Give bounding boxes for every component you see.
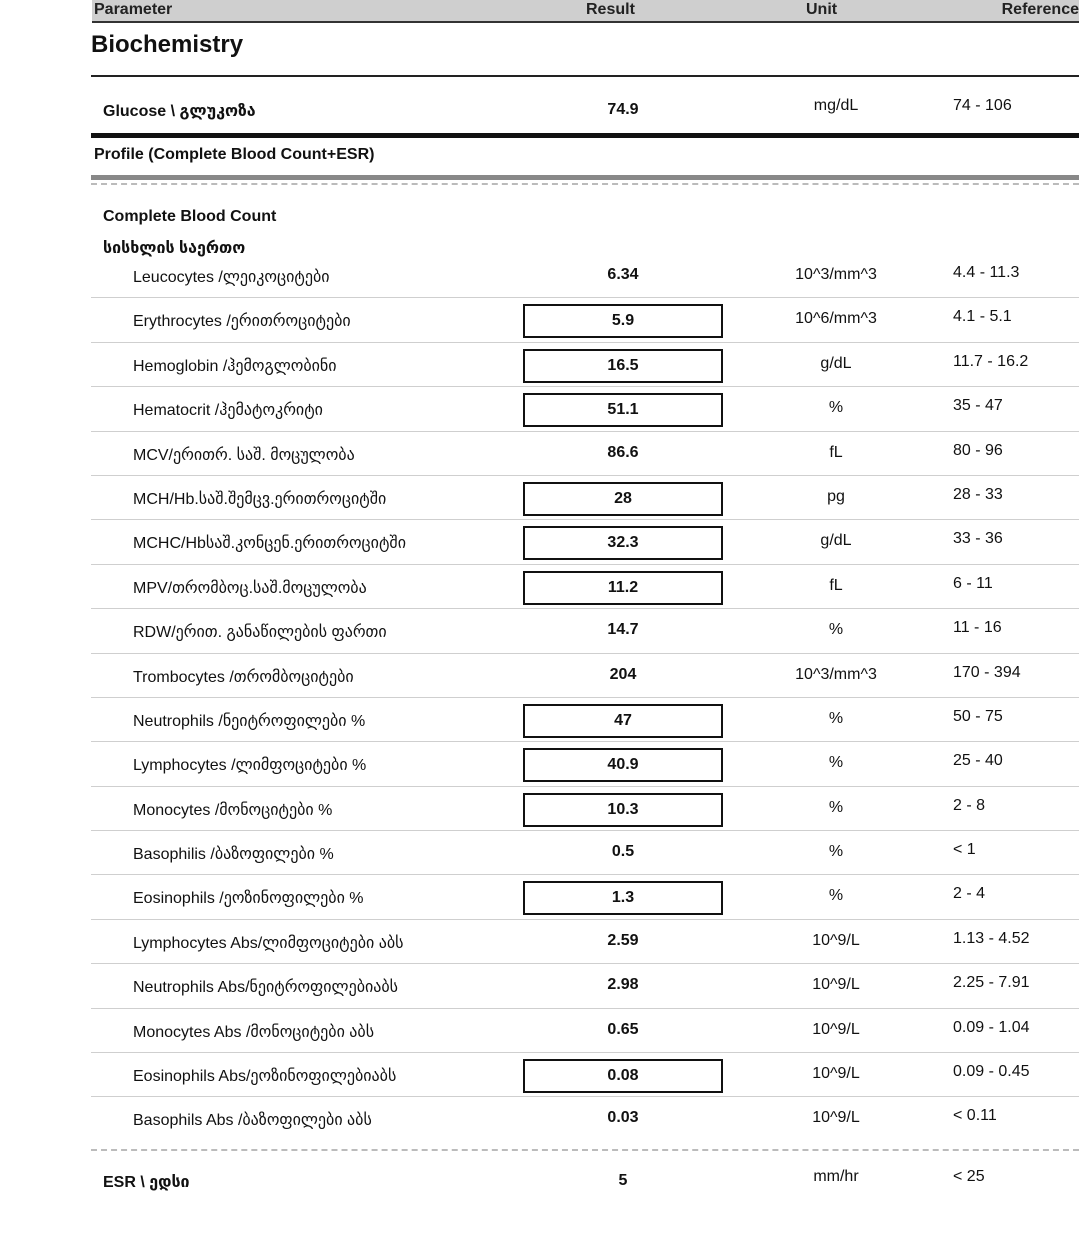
table-row xyxy=(91,698,1079,742)
table-row xyxy=(91,343,1079,387)
result-unit: 10^9/L xyxy=(812,1020,860,1038)
result-reference: 4.4 - 11.3 xyxy=(953,264,1020,281)
table-row xyxy=(91,254,1079,298)
result-value: 40.9 xyxy=(523,748,723,782)
table-row xyxy=(91,1097,1079,1140)
result-unit: 10^9/L xyxy=(812,931,860,949)
table-row xyxy=(91,1053,1079,1097)
result-unit: % xyxy=(828,887,844,905)
result-value: 204 xyxy=(609,665,637,683)
result-value: 86.6 xyxy=(607,443,639,461)
result-reference: 50 - 75 xyxy=(953,707,1003,725)
result-unit: % xyxy=(828,798,844,816)
result-reference: 1.13 - 4.52 xyxy=(953,929,1030,947)
result-unit: % xyxy=(828,754,844,772)
result-value: 51.1 xyxy=(523,393,723,427)
result-value: 11.2 xyxy=(523,571,723,605)
result-parameter: Basophils Abs /ბაზოფილები აბს xyxy=(133,1112,372,1130)
result-reference: 0.09 - 0.45 xyxy=(953,1063,1030,1081)
result-unit: 10^3/mm^3 xyxy=(795,665,877,683)
glucose-unit: mg/dL xyxy=(813,97,859,114)
glucose-reference: 74 - 106 xyxy=(953,97,1012,114)
table-row xyxy=(91,520,1079,564)
result-unit: g/dL xyxy=(820,354,852,372)
result-value: 0.65 xyxy=(607,1020,639,1038)
glucose-parameter: Glucose \ გლუკოზა xyxy=(103,103,256,120)
result-reference: < 0.11 xyxy=(953,1107,997,1125)
result-parameter: Monocytes /მონოციტები % xyxy=(133,801,333,819)
result-reference: 11 - 16 xyxy=(953,619,1002,637)
result-parameter: Lymphocytes /ლიმფოციტები % xyxy=(133,757,367,775)
result-parameter: MPV/თრომბოც.საშ.მოცულობა xyxy=(133,579,367,597)
result-reference: 33 - 36 xyxy=(953,530,1003,548)
result-unit: fL xyxy=(829,576,843,594)
result-reference: 80 - 96 xyxy=(953,441,1003,459)
result-parameter: MCH/Hb.საშ.შემცვ.ერითროციტში xyxy=(133,490,387,508)
result-unit: 10^6/mm^3 xyxy=(795,310,877,328)
table-row xyxy=(91,964,1079,1008)
result-unit: g/dL xyxy=(820,532,852,550)
result-reference: 170 - 394 xyxy=(953,663,1021,681)
result-parameter: Trombocytes /თრომბოციტები xyxy=(133,668,354,686)
result-parameter: MCHC/Hbსაშ.კონცენ.ერითროციტში xyxy=(133,535,406,553)
header-unit: Unit xyxy=(806,1,838,18)
result-parameter: MCV/ერითრ. საშ. მოცულობა xyxy=(133,446,355,464)
result-value: 6.34 xyxy=(607,266,639,283)
result-reference: 2 - 8 xyxy=(953,796,986,814)
result-value: 14.7 xyxy=(607,621,639,639)
result-value: 2.59 xyxy=(607,931,639,949)
esr-parameter: ESR \ ედსი xyxy=(103,1174,190,1191)
result-value: 0.08 xyxy=(523,1059,723,1093)
table-row xyxy=(91,298,1079,342)
result-reference: 35 - 47 xyxy=(953,397,1003,415)
table-row xyxy=(91,831,1079,875)
esr-result: 5 xyxy=(618,1172,628,1189)
profile-title: Profile (Complete Blood Count+ESR) xyxy=(94,146,375,163)
result-value: 32.3 xyxy=(523,526,723,560)
result-value: 2.98 xyxy=(607,976,639,994)
esr-unit: mm/hr xyxy=(813,1168,859,1185)
table-row xyxy=(91,387,1079,431)
result-unit: % xyxy=(828,621,844,639)
result-unit: 10^9/L xyxy=(812,1109,860,1127)
result-parameter: Neutrophils /ნეიტროფილები % xyxy=(133,712,366,730)
result-unit: pg xyxy=(827,487,845,505)
table-row xyxy=(91,609,1079,653)
result-reference: 6 - 11 xyxy=(953,574,993,592)
result-parameter: Erythrocytes /ერითროციტები xyxy=(133,313,351,331)
result-parameter: Monocytes Abs /მონოციტები აბს xyxy=(133,1023,375,1041)
result-parameter: Hemoglobin /ჰემოგლობინი xyxy=(133,357,337,375)
result-parameter: RDW/ერით. განაწილების ფართი xyxy=(133,624,387,642)
dashed-divider xyxy=(91,183,1079,185)
divider xyxy=(91,75,1079,77)
result-value: 16.5 xyxy=(523,349,723,383)
result-reference: 28 - 33 xyxy=(953,485,1003,503)
divider xyxy=(91,133,1079,138)
section-title: Biochemistry xyxy=(91,31,244,58)
cbc-title-ka: სისხლის საერთო xyxy=(103,240,246,257)
result-value: 10.3 xyxy=(523,793,723,827)
result-value: 47 xyxy=(523,704,723,738)
result-parameter: Eosinophils Abs/ეოზინოფილებიაბს xyxy=(133,1068,397,1086)
result-reference: 11.7 - 16.2 xyxy=(953,352,1029,370)
result-reference: 2 - 4 xyxy=(953,885,986,903)
cbc-title-en: Complete Blood Count xyxy=(103,208,277,225)
divider xyxy=(91,175,1079,180)
table-row xyxy=(91,432,1079,476)
table-row xyxy=(91,742,1079,786)
table-row xyxy=(91,476,1079,520)
header-result: Result xyxy=(586,1,635,18)
result-unit: 10^9/L xyxy=(812,976,860,994)
result-parameter: Neutrophils Abs/ნეიტროფილებიაბს xyxy=(133,979,399,997)
result-parameter: Eosinophils /ეოზინოფილები % xyxy=(133,890,364,908)
header-parameter: Parameter xyxy=(94,1,173,18)
dashed-divider xyxy=(91,1149,1079,1151)
esr-reference: < 25 xyxy=(953,1168,985,1185)
result-value: 5.9 xyxy=(523,304,723,338)
result-unit: % xyxy=(828,843,844,861)
result-reference: < 1 xyxy=(953,841,976,859)
result-unit: 10^9/L xyxy=(812,1065,860,1083)
table-row xyxy=(91,920,1079,964)
result-parameter: Hematocrit /ჰემატოკრიტი xyxy=(133,402,323,420)
result-value: 1.3 xyxy=(523,881,723,915)
result-unit: fL xyxy=(829,443,843,461)
table-row xyxy=(91,787,1079,831)
result-parameter: Leucocytes /ლეიკოციტები xyxy=(133,269,330,286)
result-parameter: Lymphocytes Abs/ლიმფოციტები აბს xyxy=(133,934,404,952)
results-table xyxy=(91,254,1079,1141)
result-unit: 10^3/mm^3 xyxy=(795,266,877,283)
result-unit: % xyxy=(828,399,844,417)
table-row xyxy=(91,654,1079,698)
table-header xyxy=(92,0,1079,23)
result-value: 0.03 xyxy=(607,1109,639,1127)
result-reference: 0.09 - 1.04 xyxy=(953,1018,1030,1036)
table-row xyxy=(91,1009,1079,1053)
result-reference: 25 - 40 xyxy=(953,752,1003,770)
table-row xyxy=(91,565,1079,609)
result-parameter: Basophilis /ბაზოფილები % xyxy=(133,846,334,864)
glucose-result: 74.9 xyxy=(607,101,639,118)
header-reference: Reference xyxy=(1001,1,1079,18)
result-reference: 4.1 - 5.1 xyxy=(953,308,1012,326)
result-value: 28 xyxy=(523,482,723,516)
result-unit: % xyxy=(828,709,844,727)
result-reference: 2.25 - 7.91 xyxy=(953,974,1030,992)
result-value: 0.5 xyxy=(611,843,635,861)
table-row xyxy=(91,875,1079,919)
